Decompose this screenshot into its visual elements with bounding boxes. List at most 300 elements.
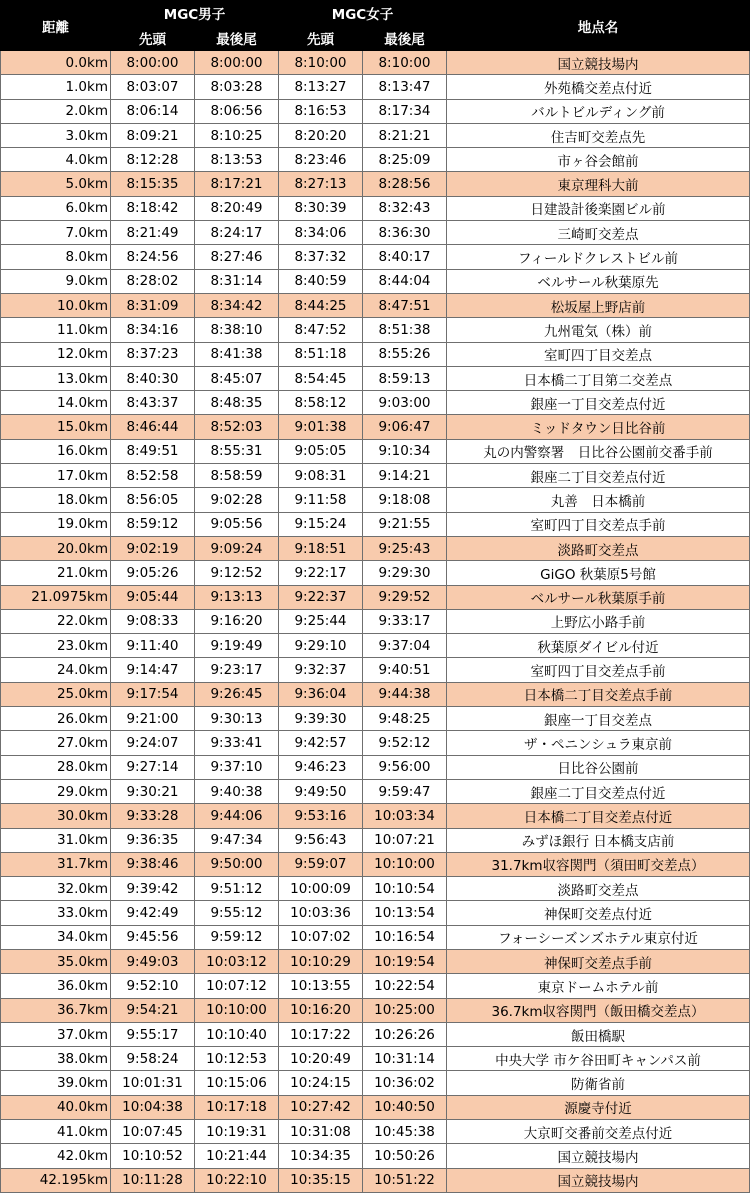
distance-cell: 10.0km [1, 293, 111, 317]
women-last-time: 8:36:30 [363, 221, 447, 245]
distance-cell: 23.0km [1, 634, 111, 658]
men-lead-time: 9:45:56 [111, 925, 195, 949]
table-row [1, 901, 750, 925]
women-lead-time: 8:54:45 [279, 366, 363, 390]
men-lead-time: 8:21:49 [111, 221, 195, 245]
men-last-time: 8:45:07 [195, 366, 279, 390]
women-lead-time: 9:36:04 [279, 682, 363, 706]
location-name: 36.7km収容関門（飯田橋交差点） [447, 998, 750, 1022]
women-last-time: 10:16:54 [363, 925, 447, 949]
men-lead-time: 8:24:56 [111, 245, 195, 269]
table-row [1, 1071, 750, 1095]
table-row [1, 488, 750, 512]
location-name: 日本橋二丁目交差点手前 [447, 682, 750, 706]
distance-cell: 30.0km [1, 804, 111, 828]
distance-cell: 35.0km [1, 949, 111, 973]
table-row [1, 585, 750, 609]
distance-cell: 0.0km [1, 51, 111, 75]
women-last-time: 9:48:25 [363, 707, 447, 731]
men-last-time: 9:26:45 [195, 682, 279, 706]
location-name: 室町四丁目交差点 [447, 342, 750, 366]
location-name: 日本橋二丁目第二交差点 [447, 366, 750, 390]
women-last-time: 9:37:04 [363, 634, 447, 658]
men-lead-header: 先頭 [111, 26, 195, 51]
women-lead-time: 9:49:50 [279, 779, 363, 803]
men-lead-time: 9:17:54 [111, 682, 195, 706]
table-row [1, 415, 750, 439]
women-lead-time: 10:13:55 [279, 974, 363, 998]
women-lead-time: 8:16:53 [279, 99, 363, 123]
women-lead-time: 10:07:02 [279, 925, 363, 949]
men-lead-time: 9:39:42 [111, 877, 195, 901]
distance-cell: 42.0km [1, 1144, 111, 1168]
women-last-time: 8:21:21 [363, 123, 447, 147]
men-last-time: 9:13:13 [195, 585, 279, 609]
women-lead-time: 9:18:51 [279, 536, 363, 560]
women-lead-time: 8:47:52 [279, 318, 363, 342]
men-last-time: 10:07:12 [195, 974, 279, 998]
women-last-time: 9:56:00 [363, 755, 447, 779]
men-lead-time: 8:00:00 [111, 51, 195, 75]
women-last-time: 8:32:43 [363, 196, 447, 220]
location-name: 東京理科大前 [447, 172, 750, 196]
distance-cell: 18.0km [1, 488, 111, 512]
location-name: フォーシーズンズホテル東京付近 [447, 925, 750, 949]
men-lead-time: 9:05:44 [111, 585, 195, 609]
men-lead-time: 8:46:44 [111, 415, 195, 439]
men-lead-time: 9:14:47 [111, 658, 195, 682]
location-name: 31.7km収容関門（須田町交差点） [447, 852, 750, 876]
table-row [1, 974, 750, 998]
men-last-time: 10:10:40 [195, 1022, 279, 1046]
table-row [1, 877, 750, 901]
men-lead-time: 8:09:21 [111, 123, 195, 147]
location-name: 丸善 日本橋前 [447, 488, 750, 512]
men-lead-time: 9:21:00 [111, 707, 195, 731]
women-lead-time: 10:17:22 [279, 1022, 363, 1046]
women-last-time: 9:10:34 [363, 439, 447, 463]
men-lead-time: 9:24:07 [111, 731, 195, 755]
distance-cell: 31.7km [1, 852, 111, 876]
location-name: バルトビルディング前 [447, 99, 750, 123]
men-lead-time: 10:07:45 [111, 1120, 195, 1144]
location-name: フィールドクレストビル前 [447, 245, 750, 269]
distance-cell: 39.0km [1, 1071, 111, 1095]
location-name: 神保町交差点付近 [447, 901, 750, 925]
table-row [1, 1168, 750, 1192]
women-last-time: 10:31:14 [363, 1047, 447, 1071]
women-last-time: 8:44:04 [363, 269, 447, 293]
women-last-time: 10:36:02 [363, 1071, 447, 1095]
location-name: 銀座一丁目交差点 [447, 707, 750, 731]
women-lead-time: 9:53:16 [279, 804, 363, 828]
location-name: 東京ドームホテル前 [447, 974, 750, 998]
women-lead-time: 9:46:23 [279, 755, 363, 779]
women-last-time: 10:50:26 [363, 1144, 447, 1168]
men-last-time: 9:12:52 [195, 561, 279, 585]
men-lead-time: 9:54:21 [111, 998, 195, 1022]
men-last-time: 9:55:12 [195, 901, 279, 925]
table-row [1, 925, 750, 949]
location-name: 神保町交差点手前 [447, 949, 750, 973]
distance-cell: 6.0km [1, 196, 111, 220]
women-last-time: 8:47:51 [363, 293, 447, 317]
women-last-time: 9:29:30 [363, 561, 447, 585]
men-last-time: 8:13:53 [195, 148, 279, 172]
women-lead-time: 8:51:18 [279, 342, 363, 366]
women-lead-time: 8:13:27 [279, 75, 363, 99]
men-lead-time: 10:11:28 [111, 1168, 195, 1192]
location-name: 飯田橋駅 [447, 1022, 750, 1046]
women-last-time: 10:26:26 [363, 1022, 447, 1046]
men-last-time: 8:41:38 [195, 342, 279, 366]
men-last-time: 8:48:35 [195, 391, 279, 415]
women-last-time: 8:13:47 [363, 75, 447, 99]
men-lead-time: 9:42:49 [111, 901, 195, 925]
location-name: 外苑橋交差点付近 [447, 75, 750, 99]
men-last-time: 10:12:53 [195, 1047, 279, 1071]
location-name: 日本橋二丁目交差点付近 [447, 804, 750, 828]
women-last-time: 10:22:54 [363, 974, 447, 998]
table-row [1, 51, 750, 75]
men-last-time: 9:47:34 [195, 828, 279, 852]
table-row [1, 75, 750, 99]
table-row [1, 561, 750, 585]
table-row [1, 1095, 750, 1119]
table-row [1, 1120, 750, 1144]
distance-cell: 16.0km [1, 439, 111, 463]
men-last-time: 9:37:10 [195, 755, 279, 779]
distance-cell: 31.0km [1, 828, 111, 852]
location-name: 中央大学 市ケ谷田町キャンパス前 [447, 1047, 750, 1071]
table-row [1, 998, 750, 1022]
women-lead-time: 8:10:00 [279, 51, 363, 75]
distance-cell: 36.0km [1, 974, 111, 998]
men-last-time: 8:00:00 [195, 51, 279, 75]
women-lead-time: 9:11:58 [279, 488, 363, 512]
table-row [1, 536, 750, 560]
men-last-time: 10:03:12 [195, 949, 279, 973]
women-lead-time: 8:37:32 [279, 245, 363, 269]
women-lead-time: 8:44:25 [279, 293, 363, 317]
men-lead-time: 8:37:23 [111, 342, 195, 366]
women-last-time: 10:40:50 [363, 1095, 447, 1119]
distance-cell: 5.0km [1, 172, 111, 196]
women-last-time: 8:10:00 [363, 51, 447, 75]
men-lead-time: 8:15:35 [111, 172, 195, 196]
women-lead-time: 8:34:06 [279, 221, 363, 245]
women-lead-time: 9:39:30 [279, 707, 363, 731]
distance-cell: 42.195km [1, 1168, 111, 1192]
table-row [1, 245, 750, 269]
women-last-time: 9:33:17 [363, 609, 447, 633]
men-last-header: 最後尾 [195, 26, 279, 51]
men-lead-time: 9:33:28 [111, 804, 195, 828]
women-lead-time: 8:58:12 [279, 391, 363, 415]
location-name: ベルサール秋葉原先 [447, 269, 750, 293]
men-last-time: 8:58:59 [195, 464, 279, 488]
distance-cell: 12.0km [1, 342, 111, 366]
men-last-time: 8:38:10 [195, 318, 279, 342]
women-last-time: 10:03:34 [363, 804, 447, 828]
women-lead-time: 10:31:08 [279, 1120, 363, 1144]
men-last-time: 9:40:38 [195, 779, 279, 803]
distance-cell: 37.0km [1, 1022, 111, 1046]
men-last-time: 8:20:49 [195, 196, 279, 220]
location-name: 丸の内警察署 日比谷公園前交番手前 [447, 439, 750, 463]
men-lead-time: 8:18:42 [111, 196, 195, 220]
women-group-header: MGC女子 [279, 1, 447, 26]
distance-cell: 7.0km [1, 221, 111, 245]
distance-cell: 27.0km [1, 731, 111, 755]
women-last-time: 10:10:00 [363, 852, 447, 876]
table-row [1, 391, 750, 415]
men-lead-time: 8:43:37 [111, 391, 195, 415]
location-name: 上野広小路手前 [447, 609, 750, 633]
men-lead-time: 9:36:35 [111, 828, 195, 852]
women-lead-time: 10:34:35 [279, 1144, 363, 1168]
distance-cell: 4.0km [1, 148, 111, 172]
table-row [1, 293, 750, 317]
women-lead-time: 9:01:38 [279, 415, 363, 439]
men-lead-time: 9:52:10 [111, 974, 195, 998]
men-lead-time: 8:59:12 [111, 512, 195, 536]
women-last-time: 10:19:54 [363, 949, 447, 973]
location-name: 防衛省前 [447, 1071, 750, 1095]
men-last-time: 10:21:44 [195, 1144, 279, 1168]
men-last-time: 10:15:06 [195, 1071, 279, 1095]
men-last-time: 9:23:17 [195, 658, 279, 682]
distance-cell: 17.0km [1, 464, 111, 488]
men-last-time: 8:03:28 [195, 75, 279, 99]
table-row [1, 682, 750, 706]
table-row [1, 658, 750, 682]
table-row [1, 148, 750, 172]
location-name: 日比谷公園前 [447, 755, 750, 779]
women-lead-time: 9:42:57 [279, 731, 363, 755]
men-lead-time: 8:40:30 [111, 366, 195, 390]
men-lead-time: 8:31:09 [111, 293, 195, 317]
women-lead-time: 10:20:49 [279, 1047, 363, 1071]
distance-cell: 25.0km [1, 682, 111, 706]
distance-cell: 40.0km [1, 1095, 111, 1119]
table-row [1, 269, 750, 293]
location-name: ザ・ペニンシュラ東京前 [447, 731, 750, 755]
table-row [1, 1144, 750, 1168]
men-last-time: 10:17:18 [195, 1095, 279, 1119]
women-lead-time: 8:23:46 [279, 148, 363, 172]
table-row [1, 755, 750, 779]
men-lead-time: 8:03:07 [111, 75, 195, 99]
table-header [1, 1, 750, 51]
men-last-time: 8:52:03 [195, 415, 279, 439]
women-last-time: 9:59:47 [363, 779, 447, 803]
women-last-time: 10:51:22 [363, 1168, 447, 1192]
men-last-time: 9:51:12 [195, 877, 279, 901]
men-last-time: 9:44:06 [195, 804, 279, 828]
location-name: 国立競技場内 [447, 51, 750, 75]
men-lead-time: 9:02:19 [111, 536, 195, 560]
women-lead-time: 9:29:10 [279, 634, 363, 658]
women-last-time: 9:40:51 [363, 658, 447, 682]
table-row [1, 512, 750, 536]
location-name: 九州電気（株）前 [447, 318, 750, 342]
men-last-time: 9:59:12 [195, 925, 279, 949]
table-row [1, 804, 750, 828]
distance-cell: 15.0km [1, 415, 111, 439]
women-lead-time: 9:05:05 [279, 439, 363, 463]
women-last-time: 9:52:12 [363, 731, 447, 755]
women-last-time: 10:13:54 [363, 901, 447, 925]
location-name: 国立競技場内 [447, 1144, 750, 1168]
location-name: 三崎町交差点 [447, 221, 750, 245]
location-name: 松坂屋上野店前 [447, 293, 750, 317]
men-lead-time: 9:38:46 [111, 852, 195, 876]
distance-cell: 21.0km [1, 561, 111, 585]
table-row [1, 172, 750, 196]
men-last-time: 9:02:28 [195, 488, 279, 512]
women-last-time: 9:14:21 [363, 464, 447, 488]
location-name: 銀座二丁目交差点付近 [447, 779, 750, 803]
distance-cell: 3.0km [1, 123, 111, 147]
women-last-time: 10:10:54 [363, 877, 447, 901]
men-last-time: 10:19:31 [195, 1120, 279, 1144]
men-lead-time: 9:49:03 [111, 949, 195, 973]
men-last-time: 8:10:25 [195, 123, 279, 147]
women-lead-time: 9:22:37 [279, 585, 363, 609]
distance-header: 距離 [1, 1, 111, 51]
women-last-time: 9:06:47 [363, 415, 447, 439]
men-lead-time: 9:55:17 [111, 1022, 195, 1046]
location-name: 住吉町交差点先 [447, 123, 750, 147]
table-row [1, 1047, 750, 1071]
table-row [1, 707, 750, 731]
location-name: 市ヶ谷会館前 [447, 148, 750, 172]
women-lead-time: 10:24:15 [279, 1071, 363, 1095]
men-last-time: 9:19:49 [195, 634, 279, 658]
table-row [1, 342, 750, 366]
table-row [1, 366, 750, 390]
women-lead-time: 9:59:07 [279, 852, 363, 876]
women-last-time: 10:45:38 [363, 1120, 447, 1144]
women-last-time: 9:25:43 [363, 536, 447, 560]
men-last-time: 9:30:13 [195, 707, 279, 731]
location-name: GiGO 秋葉原5号館 [447, 561, 750, 585]
distance-cell: 8.0km [1, 245, 111, 269]
location-header: 地点名 [447, 1, 750, 51]
women-lead-time: 8:30:39 [279, 196, 363, 220]
women-last-time: 8:28:56 [363, 172, 447, 196]
men-last-time: 8:34:42 [195, 293, 279, 317]
table-row [1, 196, 750, 220]
location-name: 国立競技場内 [447, 1168, 750, 1192]
men-lead-time: 10:10:52 [111, 1144, 195, 1168]
women-last-time: 9:03:00 [363, 391, 447, 415]
men-last-time: 9:50:00 [195, 852, 279, 876]
women-last-time: 8:51:38 [363, 318, 447, 342]
distance-cell: 33.0km [1, 901, 111, 925]
men-last-time: 10:10:00 [195, 998, 279, 1022]
women-lead-time: 10:27:42 [279, 1095, 363, 1119]
men-lead-time: 10:01:31 [111, 1071, 195, 1095]
women-last-time: 8:59:13 [363, 366, 447, 390]
distance-cell: 38.0km [1, 1047, 111, 1071]
women-last-time: 9:29:52 [363, 585, 447, 609]
table-row [1, 731, 750, 755]
women-last-time: 8:55:26 [363, 342, 447, 366]
distance-cell: 21.0975km [1, 585, 111, 609]
women-lead-time: 8:20:20 [279, 123, 363, 147]
distance-cell: 26.0km [1, 707, 111, 731]
distance-cell: 41.0km [1, 1120, 111, 1144]
men-lead-time: 8:28:02 [111, 269, 195, 293]
location-name: ベルサール秋葉原手前 [447, 585, 750, 609]
distance-cell: 22.0km [1, 609, 111, 633]
women-last-time: 10:07:21 [363, 828, 447, 852]
women-last-time: 9:44:38 [363, 682, 447, 706]
distance-cell: 2.0km [1, 99, 111, 123]
men-group-header: MGC男子 [111, 1, 279, 26]
women-lead-time: 9:56:43 [279, 828, 363, 852]
location-name: 銀座二丁目交差点付近 [447, 464, 750, 488]
location-name: 日建設計後楽園ビル前 [447, 196, 750, 220]
men-lead-time: 8:12:28 [111, 148, 195, 172]
women-lead-time: 10:16:20 [279, 998, 363, 1022]
men-last-time: 10:22:10 [195, 1168, 279, 1192]
location-name: 室町四丁目交差点手前 [447, 658, 750, 682]
women-lead-time: 10:00:09 [279, 877, 363, 901]
women-last-time: 8:17:34 [363, 99, 447, 123]
men-lead-time: 10:04:38 [111, 1095, 195, 1119]
distance-cell: 19.0km [1, 512, 111, 536]
women-lead-time: 9:25:44 [279, 609, 363, 633]
distance-cell: 34.0km [1, 925, 111, 949]
table-row [1, 221, 750, 245]
women-last-time: 10:25:00 [363, 998, 447, 1022]
men-lead-time: 9:27:14 [111, 755, 195, 779]
location-name: 大京町交番前交差点付近 [447, 1120, 750, 1144]
men-last-time: 9:09:24 [195, 536, 279, 560]
women-lead-time: 9:15:24 [279, 512, 363, 536]
table-row [1, 464, 750, 488]
table-row [1, 828, 750, 852]
distance-cell: 11.0km [1, 318, 111, 342]
men-last-time: 9:16:20 [195, 609, 279, 633]
location-name: 源慶寺付近 [447, 1095, 750, 1119]
table-row [1, 634, 750, 658]
distance-cell: 13.0km [1, 366, 111, 390]
location-name: 淡路町交差点 [447, 536, 750, 560]
men-last-time: 8:27:46 [195, 245, 279, 269]
location-name: 淡路町交差点 [447, 877, 750, 901]
men-lead-time: 9:05:26 [111, 561, 195, 585]
men-last-time: 9:33:41 [195, 731, 279, 755]
women-lead-time: 8:27:13 [279, 172, 363, 196]
distance-cell: 1.0km [1, 75, 111, 99]
location-name: 室町四丁目交差点手前 [447, 512, 750, 536]
distance-cell: 9.0km [1, 269, 111, 293]
men-lead-time: 9:11:40 [111, 634, 195, 658]
women-last-time: 9:18:08 [363, 488, 447, 512]
location-name: みずほ銀行 日本橋支店前 [447, 828, 750, 852]
men-lead-time: 8:52:58 [111, 464, 195, 488]
distance-cell: 32.0km [1, 877, 111, 901]
women-lead-time: 10:35:15 [279, 1168, 363, 1192]
men-last-time: 8:06:56 [195, 99, 279, 123]
women-lead-time: 10:03:36 [279, 901, 363, 925]
distance-cell: 28.0km [1, 755, 111, 779]
men-lead-time: 9:08:33 [111, 609, 195, 633]
